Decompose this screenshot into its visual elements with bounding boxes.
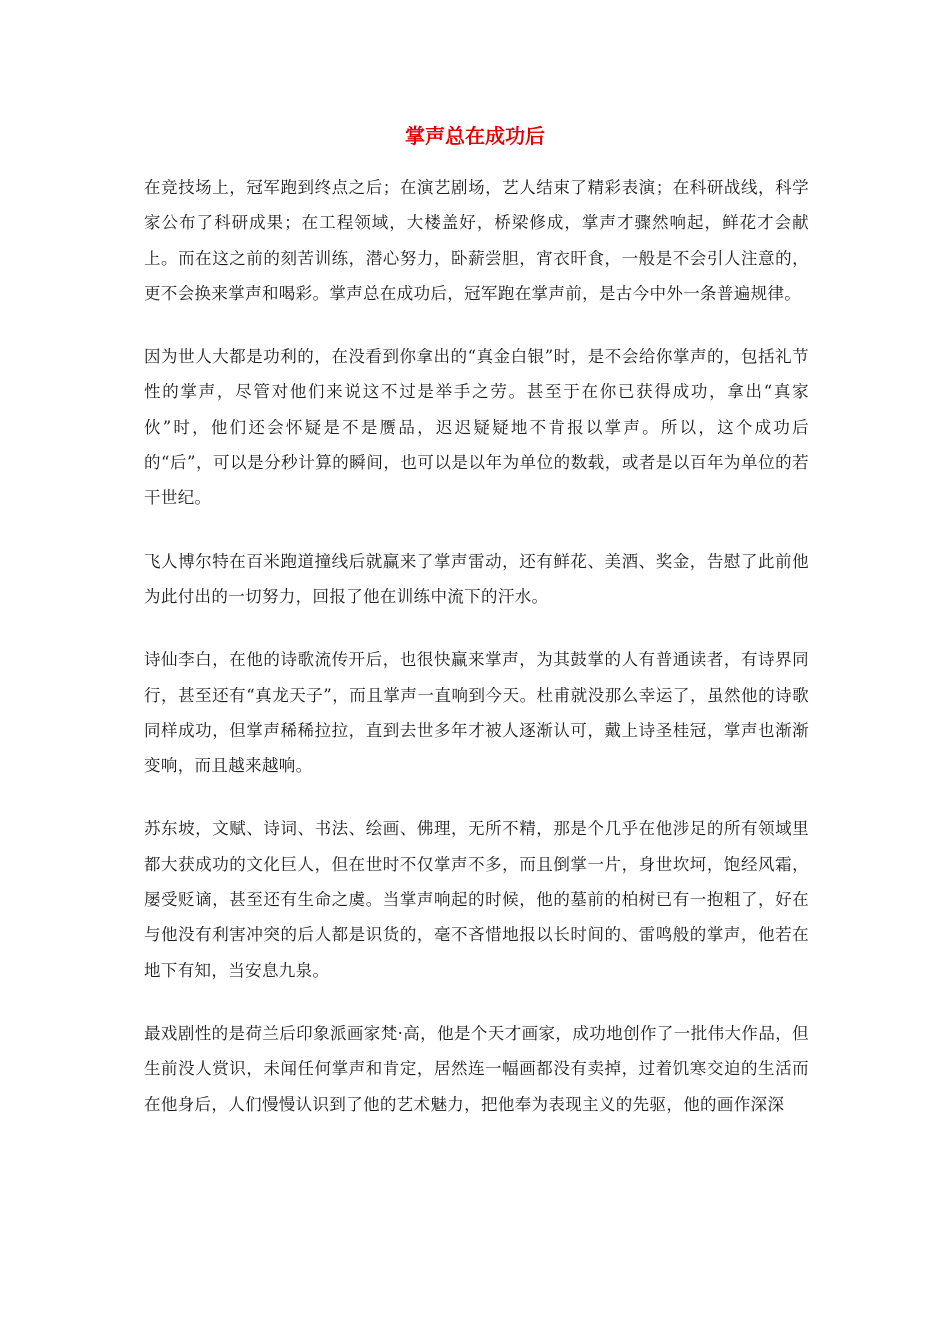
paragraph-6: 最戏剧性的是荷兰后印象派画家梵·高，他是个天才画家，成功地创作了一批伟大作品，但生前没人赏识，未闻任何掌声和肯定，居然连一幅画都没有卖掉，过着饥寒交迫的生活而在他身后，人们慢慢认识到了他的艺术魅力，把他奉为表现主义的先驱，他的画作深深 <box>144 1023 809 1114</box>
paragraph-1: 在竞技场上，冠军跑到终点之后；在演艺剧场，艺人结束了精彩表演；在科研战线，科学家公布了科研成果；在工程领域，大楼盖好，桥梁修成，掌声才骤然响起，鲜花才会献上。而在这之前的刻苦训练，潜心努力，卧薪尝胆，宵衣旰食，一般是不会引人注意的，更不会换来掌声和喝彩。掌声总在成功后，冠军跑在掌声前，是古今中外一条普遍规律。 <box>144 178 809 303</box>
paragraph-2: 因为世人大都是功利的，在没看到你拿出的“真金白银”时，是不会给你掌声的，包括礼节性的掌声，尽管对他们来说这不过是举手之劳。甚至于在你已获得成功，拿出“真家伙”时，他们还会怀疑是不是赝品，迟迟疑疑地不肯报以掌声。所以，这个成功后的“后”，可以是分秒计算的瞬间，也可以是以年为单位的数载，或者是以百年为单位的若干世纪。 <box>144 347 809 508</box>
paragraph-4: 诗仙李白，在他的诗歌流传开后，也很快赢来掌声，为其鼓掌的人有普通读者，有诗界同行，甚至还有“真龙天子”，而且掌声一直响到今天。杜甫就没那么幸运了，虽然他的诗歌同样成功，但掌声稀稀拉拉，直到去世多年才被人逐渐认可，戴上诗圣桂冠，掌声也渐渐变响，而且越来越响。 <box>144 650 809 776</box>
paragraph-5: 苏东坡，文赋、诗词、书法、绘画、佛理，无所不精，那是个几乎在他涉足的所有领域里都大获成功的文化巨人，但在世时不仅掌声不多，而且倒掌一片，身世坎坷，饱经风霜，屡受贬谪，甚至还有生命之虞。当掌声响起的时候，他的墓前的柏树已有一抱粗了，好在与他没有利害冲突的后人都是识货的，毫不吝惜地报以长时间的、雷鸣般的掌声，他若在地下有知，当安息九泉。 <box>144 819 809 980</box>
article-body <box>144 170 809 1150</box>
article-title: 掌声总在成功后 <box>405 124 545 148</box>
paragraph-3: 飞人博尔特在百米跑道撞线后就赢来了掌声雷动，还有鲜花、美酒、奖金，告慰了此前他为此付出的一切努力，回报了他在训练中流下的汗水。 <box>144 551 809 606</box>
